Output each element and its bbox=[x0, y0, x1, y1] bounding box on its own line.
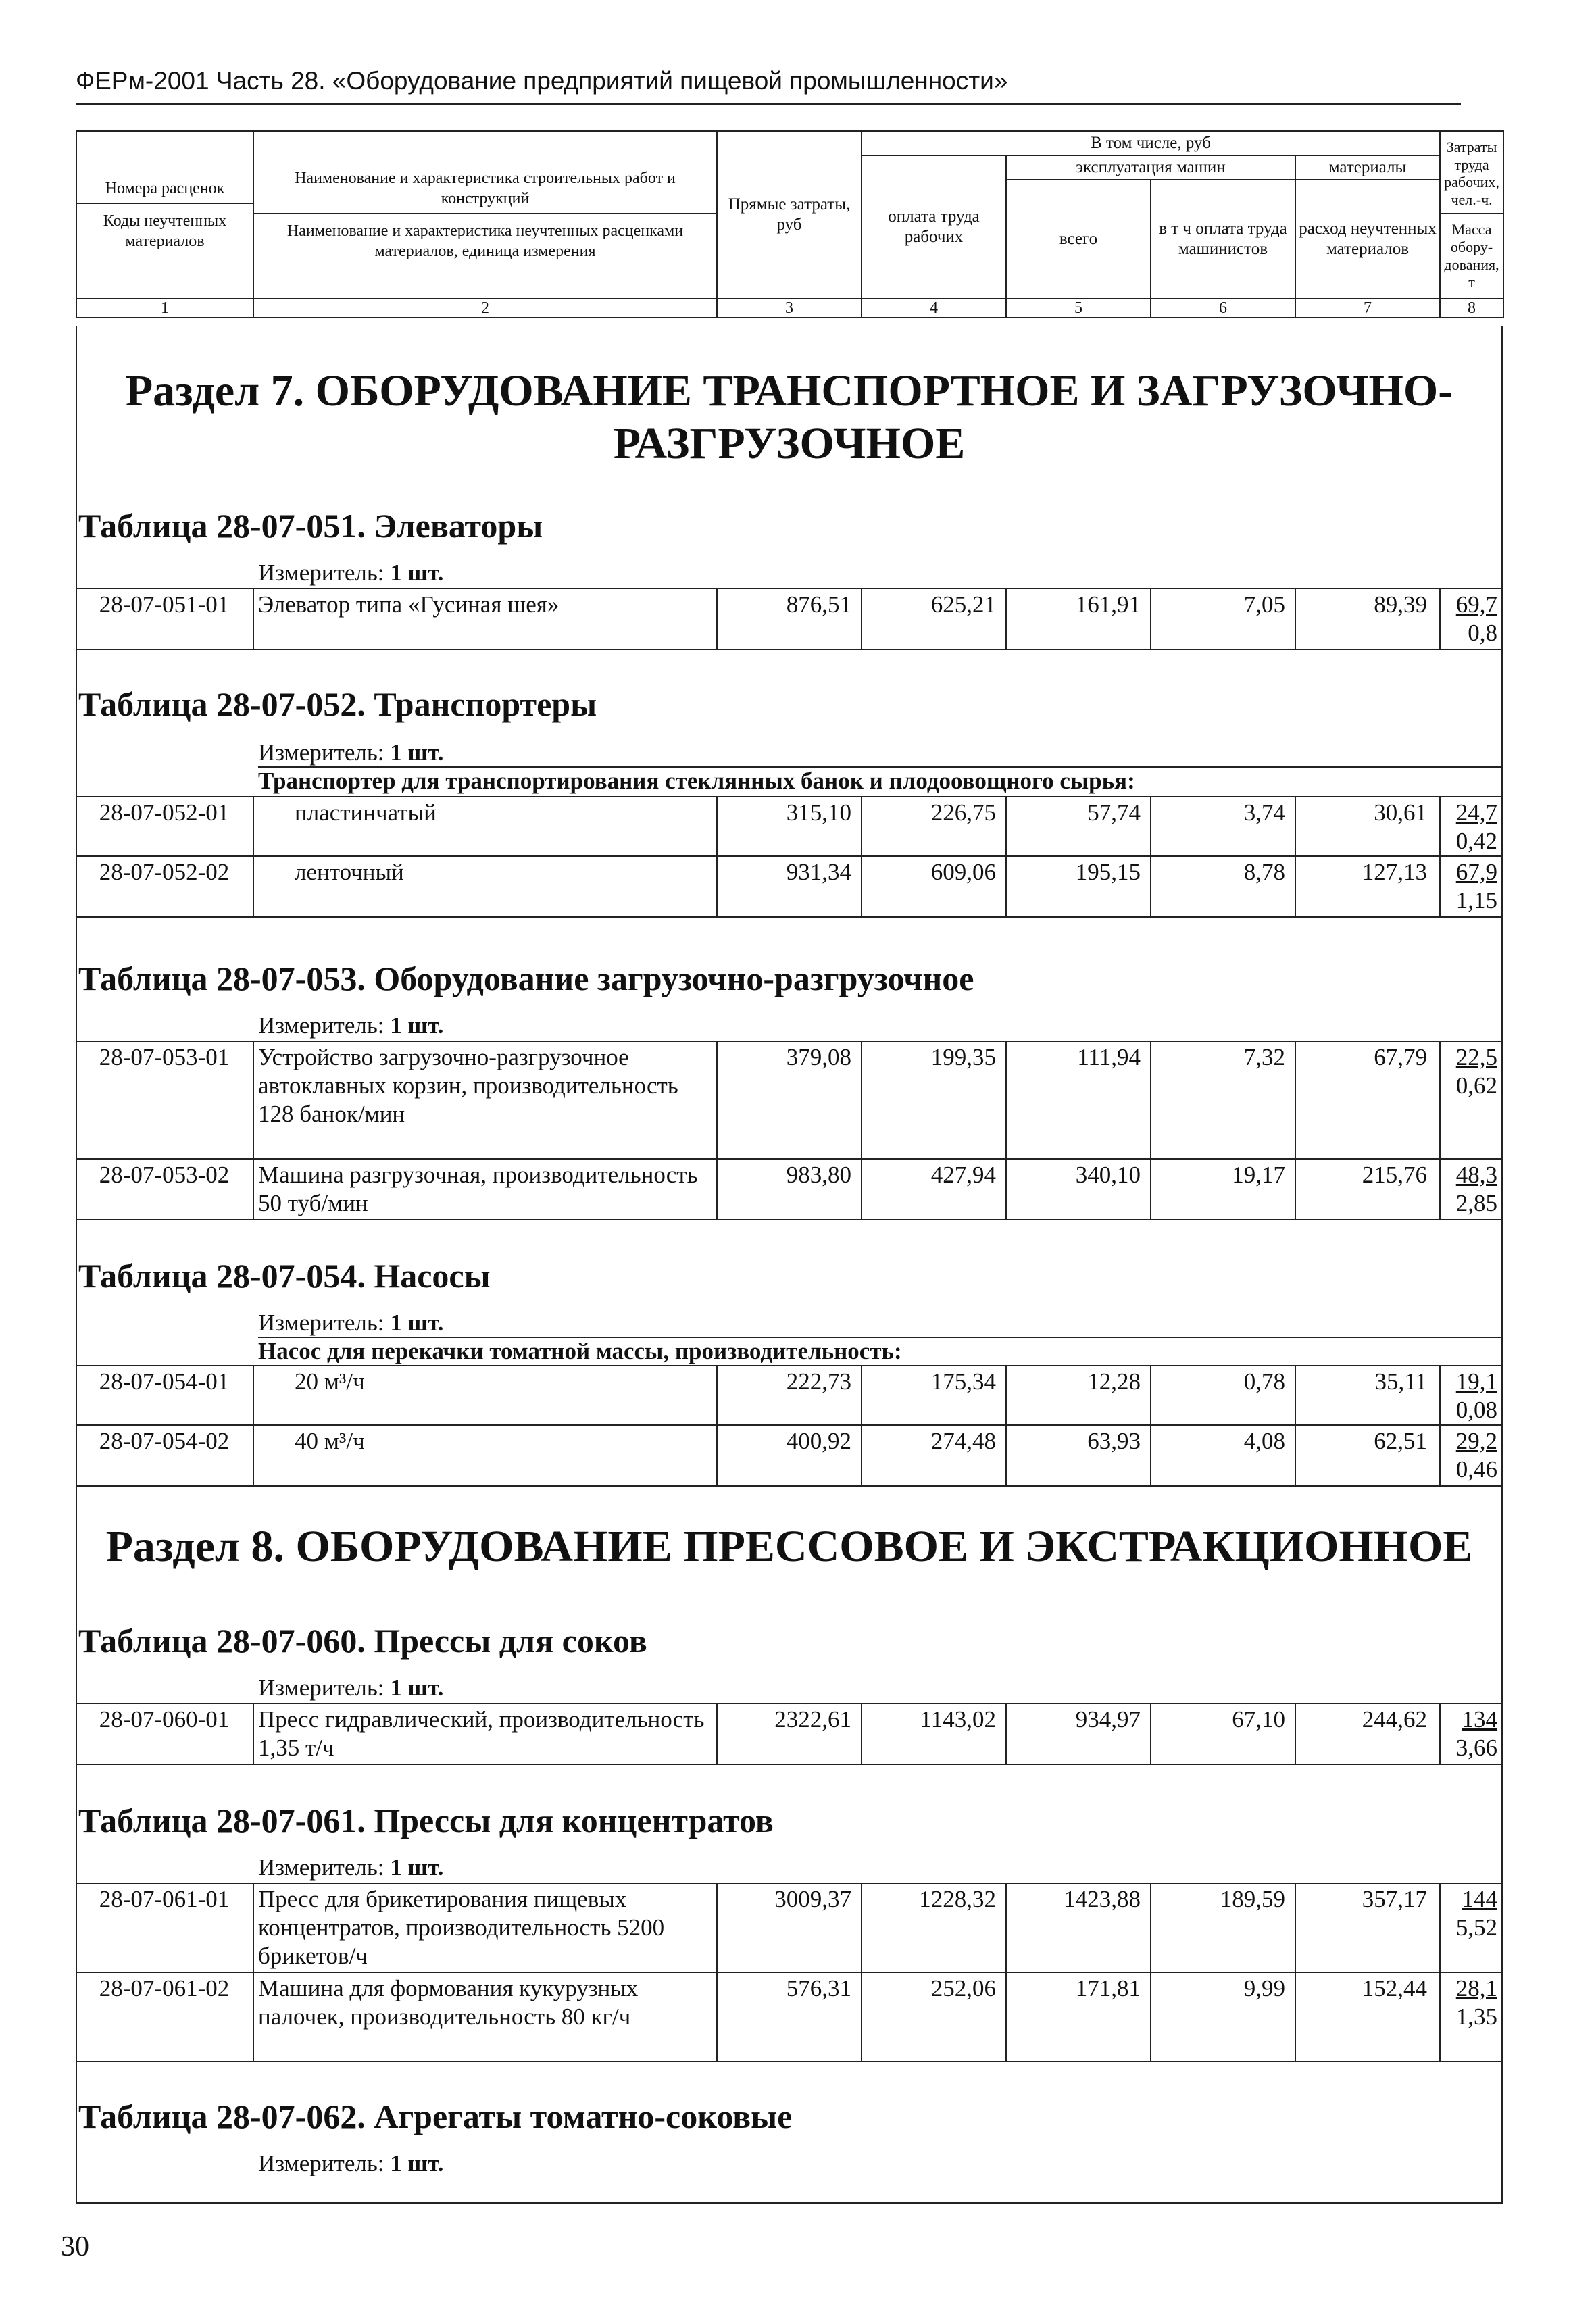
materials-cost: 244,62 bbox=[1295, 1704, 1439, 1764]
direct-costs: 315,10 bbox=[716, 797, 861, 855]
machines-total: 63,93 bbox=[1005, 1426, 1150, 1485]
header-codes-cell bbox=[76, 131, 253, 299]
unit-line: Измеритель: 1 шт. bbox=[258, 1310, 444, 1336]
header-name-cell bbox=[253, 131, 717, 299]
labor-mass bbox=[1439, 1973, 1503, 2061]
materials-cost: 357,17 bbox=[1295, 1884, 1439, 1972]
labor-pay: 274,48 bbox=[861, 1426, 1005, 1485]
header-work-name: Наименование и характеристика строительных работ и конструкций bbox=[254, 168, 716, 214]
machines-total: 57,74 bbox=[1005, 797, 1150, 855]
work-name: Элеватор типа «Гусиная шея» bbox=[253, 589, 716, 649]
direct-costs: 3009,37 bbox=[716, 1884, 861, 1972]
unit-line: Измеритель: 1 шт. bbox=[258, 1854, 444, 1881]
equipment-mass: 0,42 bbox=[1455, 828, 1497, 854]
equipment-mass: 0,08 bbox=[1455, 1397, 1497, 1423]
machinists-pay: 8,78 bbox=[1150, 857, 1295, 916]
labor-hours: 28,1 bbox=[1455, 1975, 1497, 2001]
table-row bbox=[76, 1703, 1503, 1765]
materials-cost: 67,79 bbox=[1295, 1042, 1439, 1158]
col-number-2: 2 bbox=[253, 299, 717, 318]
table-row bbox=[76, 796, 1503, 857]
header-machine-operation: эксплуатация машин bbox=[1006, 155, 1295, 180]
machines-total: 934,97 bbox=[1005, 1704, 1150, 1764]
labor-mass bbox=[1439, 857, 1503, 916]
labor-pay: 252,06 bbox=[861, 1973, 1005, 2061]
col-number-4: 4 bbox=[862, 299, 1006, 318]
rate-code: 28-07-060-01 bbox=[99, 1706, 230, 1733]
machines-total: 111,94 bbox=[1005, 1042, 1150, 1158]
header-equipment-mass: Масса обору-дования, т bbox=[1444, 221, 1499, 291]
labor-pay: 226,75 bbox=[861, 797, 1005, 855]
header-labor-pay: оплата труда рабочих bbox=[862, 155, 1006, 299]
equipment-mass: 0,62 bbox=[1455, 1072, 1497, 1099]
direct-costs: 379,08 bbox=[716, 1042, 861, 1158]
labor-hours: 69,7 bbox=[1455, 591, 1497, 618]
machines-total: 340,10 bbox=[1005, 1160, 1150, 1219]
col-number-1: 1 bbox=[76, 299, 253, 318]
work-name: Машина для формования кукурузных палочек, производительность 80 кг/ч bbox=[253, 1973, 716, 2061]
labor-mass bbox=[1439, 589, 1503, 649]
labor-hours: 29,2 bbox=[1455, 1428, 1497, 1454]
group-heading: Транспортер для транспортирования стеклянных банок и плодоовощного сырья: bbox=[258, 766, 1503, 795]
labor-pay: 199,35 bbox=[861, 1042, 1005, 1158]
col-number-3: 3 bbox=[717, 299, 862, 318]
table-row bbox=[76, 588, 1503, 650]
labor-hours: 67,9 bbox=[1455, 859, 1497, 885]
equipment-mass: 2,85 bbox=[1455, 1190, 1497, 1216]
labor-hours: 22,5 bbox=[1455, 1044, 1497, 1070]
labor-mass bbox=[1439, 1426, 1503, 1485]
work-name: Машина разгрузочная, производительность 50 туб/мин bbox=[253, 1160, 716, 1219]
page-number: 30 bbox=[61, 2231, 89, 2262]
work-name: 20 м³/ч bbox=[253, 1366, 716, 1424]
rate-code: 28-07-051-01 bbox=[99, 591, 230, 618]
col-number-8: 8 bbox=[1440, 299, 1503, 318]
machines-total: 171,81 bbox=[1005, 1973, 1150, 2061]
work-name: пластинчатый bbox=[253, 797, 716, 855]
col-number-5: 5 bbox=[1006, 299, 1151, 318]
table-row bbox=[76, 855, 1503, 918]
rate-code: 28-07-061-02 bbox=[99, 1975, 230, 2001]
header-unaccounted-codes: Коды неучтенных материалов bbox=[103, 212, 227, 250]
section-title: Раздел 7. ОБОРУДОВАНИЕ ТРАНСПОРТНОЕ И ЗАГРУЗОЧНО-РАЗГРУЗОЧНОЕ bbox=[125, 366, 1453, 468]
labor-hours: 19,1 bbox=[1455, 1368, 1497, 1395]
table-row bbox=[76, 1972, 1503, 2062]
materials-cost: 127,13 bbox=[1295, 857, 1439, 916]
table-title: Таблица 28-07-054. Насосы bbox=[78, 1257, 491, 1295]
header-machines-total: всего bbox=[1006, 180, 1151, 299]
unit-line: Измеритель: 1 шт. bbox=[258, 1674, 444, 1701]
work-name: ленточный bbox=[253, 857, 716, 916]
header-labor-hours: Затраты труда рабочих, чел.-ч. bbox=[1441, 139, 1503, 214]
labor-pay: 175,34 bbox=[861, 1366, 1005, 1424]
direct-costs: 2322,61 bbox=[716, 1704, 861, 1764]
machinists-pay: 9,99 bbox=[1150, 1973, 1295, 2061]
rate-code: 28-07-053-01 bbox=[99, 1044, 230, 1070]
machinists-pay: 0,78 bbox=[1150, 1366, 1295, 1424]
table-row bbox=[76, 1365, 1503, 1426]
work-name: 40 м³/ч bbox=[253, 1426, 716, 1485]
labor-mass bbox=[1439, 1704, 1503, 1764]
header-material-consumption: расход неучтенных материалов bbox=[1295, 180, 1440, 299]
work-name: Пресс для брикетирования пищевых концентратов, производительность 5200 брикетов/ч bbox=[253, 1884, 716, 1972]
materials-cost: 35,11 bbox=[1295, 1366, 1439, 1424]
machinists-pay: 19,17 bbox=[1150, 1160, 1295, 1219]
labor-pay: 427,94 bbox=[861, 1160, 1005, 1219]
direct-costs: 983,80 bbox=[716, 1160, 861, 1219]
group-heading: Насос для перекачки томатной массы, производительность: bbox=[258, 1337, 1503, 1365]
rate-code: 28-07-054-02 bbox=[99, 1428, 230, 1454]
machinists-pay: 189,59 bbox=[1150, 1884, 1295, 1972]
table-title: Таблица 28-07-052. Транспортеры bbox=[78, 685, 597, 723]
equipment-mass: 5,52 bbox=[1455, 1914, 1497, 1941]
labor-mass bbox=[1439, 1366, 1503, 1424]
labor-pay: 625,21 bbox=[861, 589, 1005, 649]
header-material-name: Наименование и характеристика неучтенных расценками материалов, единица измерения bbox=[286, 222, 684, 260]
equipment-mass: 1,15 bbox=[1455, 887, 1497, 914]
rate-code: 28-07-052-02 bbox=[99, 859, 230, 885]
machinists-pay: 7,32 bbox=[1150, 1042, 1295, 1158]
rate-code: 28-07-054-01 bbox=[99, 1368, 230, 1395]
col-number-7: 7 bbox=[1295, 299, 1440, 318]
unit-line: Измеритель: 1 шт. bbox=[258, 1012, 444, 1039]
header-including: В том числе, руб bbox=[862, 131, 1440, 155]
column-header-table bbox=[76, 130, 1504, 318]
machines-total: 1423,88 bbox=[1005, 1884, 1150, 1972]
table-title: Таблица 28-07-053. Оборудование загрузочно-разгрузочное bbox=[78, 960, 974, 997]
table-row bbox=[76, 1041, 1503, 1160]
direct-costs: 876,51 bbox=[716, 589, 861, 649]
machinists-pay: 67,10 bbox=[1150, 1704, 1295, 1764]
direct-costs: 576,31 bbox=[716, 1973, 861, 2061]
materials-cost: 152,44 bbox=[1295, 1973, 1439, 2061]
labor-hours: 24,7 bbox=[1455, 799, 1497, 826]
labor-pay: 1228,32 bbox=[861, 1884, 1005, 1972]
table-title: Таблица 28-07-061. Прессы для концентратов bbox=[78, 1801, 774, 1839]
labor-hours: 48,3 bbox=[1455, 1162, 1497, 1188]
materials-cost: 62,51 bbox=[1295, 1426, 1439, 1485]
equipment-mass: 0,46 bbox=[1455, 1456, 1497, 1483]
materials-cost: 89,39 bbox=[1295, 589, 1439, 649]
labor-mass bbox=[1439, 1884, 1503, 1972]
table-title: Таблица 28-07-051. Элеваторы bbox=[78, 507, 543, 545]
unit-line: Измеритель: 1 шт. bbox=[258, 739, 444, 766]
table-row bbox=[76, 1424, 1503, 1487]
header-direct-costs: Прямые затраты, руб bbox=[717, 131, 862, 299]
labor-mass bbox=[1439, 797, 1503, 855]
rate-code: 28-07-061-01 bbox=[99, 1886, 230, 1912]
section-title: Раздел 8. ОБОРУДОВАНИЕ ПРЕССОВОЕ И ЭКСТРАКЦИОННОЕ bbox=[105, 1522, 1473, 1571]
rate-code: 28-07-052-01 bbox=[99, 799, 230, 826]
table-title: Таблица 28-07-060. Прессы для соков bbox=[78, 1622, 647, 1660]
machines-total: 195,15 bbox=[1005, 857, 1150, 916]
unit-line: Измеритель: 1 шт. bbox=[258, 2150, 444, 2176]
labor-hours: 134 bbox=[1462, 1706, 1497, 1733]
work-name: Пресс гидравлический, производительность 1,35 т/ч bbox=[253, 1704, 716, 1764]
work-name: Устройство загрузочно-разгрузочное автоклавных корзин, производительность 128 банок/мин bbox=[253, 1042, 716, 1158]
equipment-mass: 0,8 bbox=[1468, 620, 1497, 646]
header-materials: материалы bbox=[1295, 155, 1440, 180]
labor-mass bbox=[1439, 1042, 1503, 1158]
labor-mass bbox=[1439, 1160, 1503, 1219]
running-title: ФЕРм-2001 Часть 28. «Оборудование предприятий пищевой промышленности» bbox=[76, 59, 1461, 105]
unit-line: Измеритель: 1 шт. bbox=[258, 559, 444, 586]
direct-costs: 222,73 bbox=[716, 1366, 861, 1424]
header-labor-mass-cell bbox=[1440, 131, 1503, 299]
header-machinists-pay: в т ч оплата труда машинистов bbox=[1151, 180, 1295, 299]
machinists-pay: 7,05 bbox=[1150, 589, 1295, 649]
direct-costs: 400,92 bbox=[716, 1426, 861, 1485]
table-title: Таблица 28-07-062. Агрегаты томатно-соковые bbox=[78, 2097, 793, 2135]
machinists-pay: 3,74 bbox=[1150, 797, 1295, 855]
equipment-mass: 1,35 bbox=[1455, 2003, 1497, 2030]
col-number-6: 6 bbox=[1151, 299, 1295, 318]
labor-pay: 609,06 bbox=[861, 857, 1005, 916]
direct-costs: 931,34 bbox=[716, 857, 861, 916]
machines-total: 161,91 bbox=[1005, 589, 1150, 649]
table-row bbox=[76, 1883, 1503, 1973]
machinists-pay: 4,08 bbox=[1150, 1426, 1295, 1485]
materials-cost: 215,76 bbox=[1295, 1160, 1439, 1219]
rate-code: 28-07-053-02 bbox=[99, 1162, 230, 1188]
header-rate-numbers: Номера расценок bbox=[77, 178, 253, 204]
machines-total: 12,28 bbox=[1005, 1366, 1150, 1424]
equipment-mass: 3,66 bbox=[1455, 1735, 1497, 1761]
materials-cost: 30,61 bbox=[1295, 797, 1439, 855]
table-row bbox=[76, 1158, 1503, 1220]
labor-pay: 1143,02 bbox=[861, 1704, 1005, 1764]
labor-hours: 144 bbox=[1462, 1886, 1497, 1912]
